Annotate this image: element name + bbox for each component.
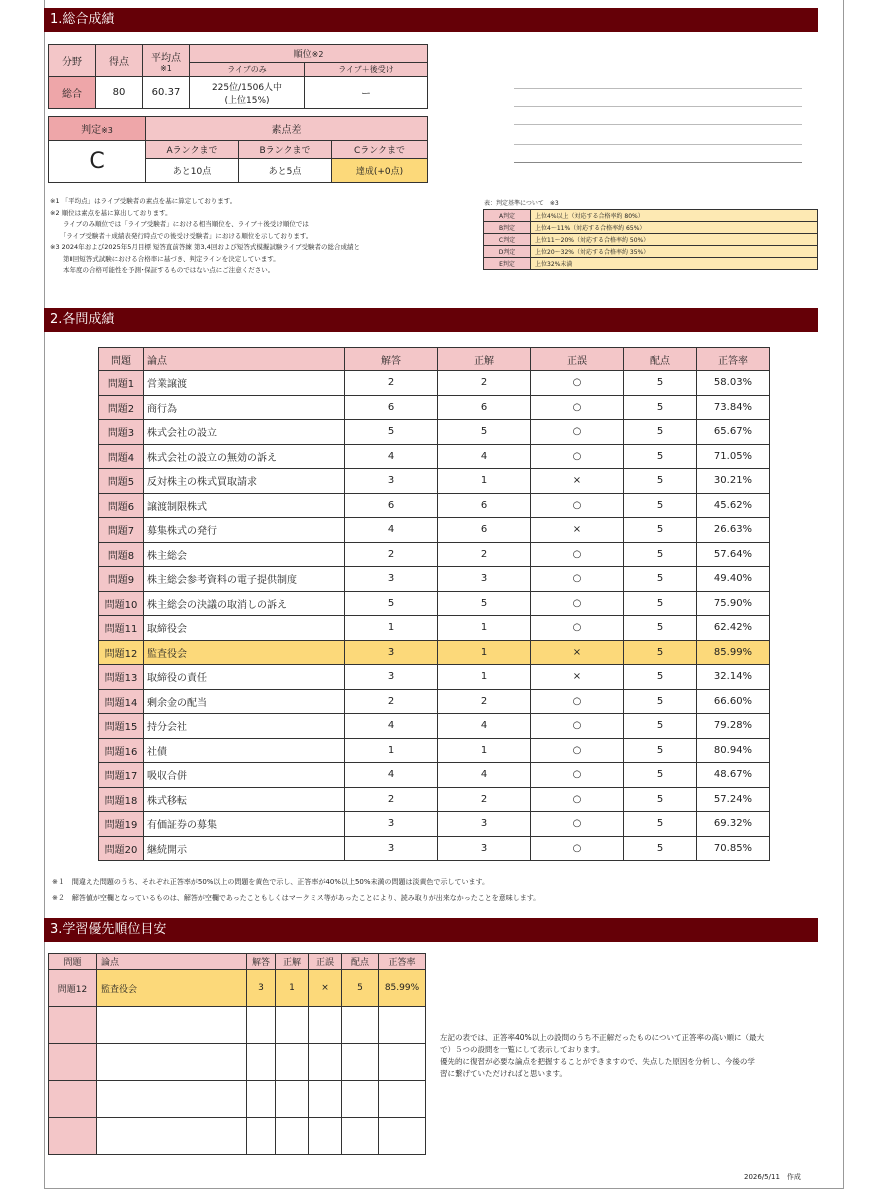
avg-value: 60.37	[143, 77, 190, 109]
empty-cell	[309, 1081, 342, 1118]
criteria-desc: 上位4～11%（対応する合格率約 65%）	[531, 222, 818, 234]
cell-rate: 75.90%	[697, 591, 770, 616]
cell-correct: 6	[438, 395, 531, 420]
cell-answer: 1	[345, 616, 438, 641]
cell-points: 5	[624, 591, 697, 616]
table-row	[99, 787, 770, 812]
empty-cell	[379, 1081, 426, 1118]
cell-q: 問題9	[99, 567, 144, 592]
empty-cell	[49, 1118, 97, 1155]
footer-date: 2026/5/11 作成	[744, 1173, 801, 1181]
cell-points: 5	[624, 665, 697, 690]
cell-topic: 監査役会	[144, 640, 345, 665]
cell-result: ○	[531, 738, 624, 763]
cell-result: ○	[531, 567, 624, 592]
cell-correct: 5	[438, 591, 531, 616]
note-line: ※１ 間違えた問題のうち、それぞれ正答率が50%以上の問題を黄色で示し、正答率が40%以上50%未満の問題は淡黄色で示しています。	[52, 878, 489, 886]
empty-cell	[379, 1044, 426, 1081]
cell-result: ○	[531, 836, 624, 861]
question-table	[98, 347, 770, 861]
h-rank-label: 順位	[293, 50, 312, 60]
table-row	[99, 444, 770, 469]
h-live: ライブのみ	[190, 63, 305, 77]
h-correct: 正解	[276, 954, 309, 970]
empty-cell	[97, 1081, 247, 1118]
cell-rate: 45.62%	[697, 493, 770, 518]
h-avg	[143, 45, 190, 77]
h-field: 分野	[49, 45, 96, 77]
cell-points: 5	[624, 567, 697, 592]
cell-q: 問題20	[99, 836, 144, 861]
h-answer: 解答	[345, 348, 438, 371]
h-q: 問題	[49, 954, 97, 970]
cell-answer: 4	[345, 518, 438, 543]
cell-points: 5	[624, 493, 697, 518]
cell-rate: 48.67%	[697, 763, 770, 788]
cell-rate: 49.40%	[697, 567, 770, 592]
empty-cell	[276, 1007, 309, 1044]
empty-cell	[97, 1118, 247, 1155]
empty-cell	[342, 1081, 379, 1118]
cell-correct: 4	[438, 714, 531, 739]
cell-rate: 57.24%	[697, 787, 770, 812]
cell-result: ○	[531, 689, 624, 714]
row-points: 5	[342, 970, 379, 1007]
cell-result: ○	[531, 714, 624, 739]
criteria-grade: E判定	[484, 258, 531, 270]
cell-result: ○	[531, 420, 624, 445]
section1-notes	[50, 196, 470, 277]
empty-cell	[276, 1118, 309, 1155]
score-value: 80	[96, 77, 143, 109]
row-correct: 1	[276, 970, 309, 1007]
cell-result: ○	[531, 371, 624, 396]
cell-points: 5	[624, 640, 697, 665]
table-row	[99, 714, 770, 739]
cell-answer: 3	[345, 812, 438, 837]
blank-line	[514, 124, 802, 125]
row-answer: 3	[247, 970, 276, 1007]
cell-topic: 取締役会	[144, 616, 345, 641]
cell-q: 問題7	[99, 518, 144, 543]
h-topic: 論点	[97, 954, 247, 970]
empty-cell	[97, 1007, 247, 1044]
blank-line	[514, 88, 802, 89]
cell-topic: 剰余金の配当	[144, 689, 345, 714]
cell-answer: 2	[345, 371, 438, 396]
cell-correct: 1	[438, 738, 531, 763]
cell-result: ×	[531, 518, 624, 543]
criteria-table	[483, 209, 818, 270]
h-b-rank: Bランクまで	[239, 141, 332, 159]
table-row	[99, 371, 770, 396]
cell-result: ○	[531, 444, 624, 469]
cell-correct: 2	[438, 689, 531, 714]
criteria-grade: A判定	[484, 210, 531, 222]
cell-q: 問題6	[99, 493, 144, 518]
h-rank	[190, 45, 428, 63]
note-line: 第Ⅱ回短答式試験における合格率に基づき、判定ラインを決定しています。	[50, 254, 280, 263]
cell-answer: 3	[345, 567, 438, 592]
cell-points: 5	[624, 836, 697, 861]
cell-points: 5	[624, 542, 697, 567]
cell-answer: 6	[345, 493, 438, 518]
cell-correct: 2	[438, 371, 531, 396]
empty-cell	[342, 1044, 379, 1081]
cell-topic: 社債	[144, 738, 345, 763]
h-q: 問題	[99, 348, 144, 371]
h-c-rank: Cランクまで	[332, 141, 428, 159]
cell-result: ○	[531, 591, 624, 616]
cell-rate: 79.28%	[697, 714, 770, 739]
note-line: ※1 「平均点」はライブ受験者の素点を基に算定しております。	[50, 197, 237, 205]
table-row	[99, 469, 770, 494]
cell-answer: 4	[345, 714, 438, 739]
cell-topic: 株主総会	[144, 542, 345, 567]
judge-table	[48, 116, 428, 183]
criteria-grade: C判定	[484, 234, 531, 246]
row-label: 総合	[49, 77, 96, 109]
cell-points: 5	[624, 787, 697, 812]
row-rate: 85.99%	[379, 970, 426, 1007]
a-rank-value: あと10点	[146, 159, 239, 183]
empty-cell	[276, 1044, 309, 1081]
cell-answer: 4	[345, 444, 438, 469]
cell-rate: 57.64%	[697, 542, 770, 567]
empty-cell	[247, 1118, 276, 1155]
cell-points: 5	[624, 689, 697, 714]
criteria-desc: 上位11～20%（対応する合格率約 50%）	[531, 234, 818, 246]
cell-q: 問題15	[99, 714, 144, 739]
h-score: 得点	[96, 45, 143, 77]
c-rank-value: 達成(+0点)	[332, 159, 428, 183]
cell-correct: 1	[438, 469, 531, 494]
cell-result: ○	[531, 616, 624, 641]
cell-rate: 69.32%	[697, 812, 770, 837]
cell-points: 5	[624, 763, 697, 788]
cell-topic: 譲渡制限株式	[144, 493, 345, 518]
cell-q: 問題5	[99, 469, 144, 494]
cell-answer: 6	[345, 395, 438, 420]
rank-live-line2: (上位15%)	[224, 95, 270, 106]
rank-live-line1: 225位/1506人中	[211, 82, 283, 93]
cell-answer: 2	[345, 689, 438, 714]
cell-topic: 株主総会参考資料の電子提供制度	[144, 567, 345, 592]
desc-line: 習に繋げていただければと思います。	[440, 1069, 567, 1078]
empty-cell	[247, 1081, 276, 1118]
rank-live-value	[190, 77, 305, 109]
table-row	[99, 542, 770, 567]
cell-topic: 株式移転	[144, 787, 345, 812]
cell-topic: 反対株主の株式買取請求	[144, 469, 345, 494]
cell-result: ○	[531, 763, 624, 788]
cell-q: 問題17	[99, 763, 144, 788]
cell-q: 問題13	[99, 665, 144, 690]
h-live-plus: ライブ＋後受け	[305, 63, 428, 77]
h-avg-note: ※1	[160, 63, 172, 73]
row-result: ×	[309, 970, 342, 1007]
table-row	[99, 493, 770, 518]
cell-answer: 4	[345, 763, 438, 788]
cell-points: 5	[624, 812, 697, 837]
cell-correct: 4	[438, 763, 531, 788]
empty-cell	[49, 1044, 97, 1081]
cell-result: ×	[531, 640, 624, 665]
cell-topic: 取締役の責任	[144, 665, 345, 690]
cell-answer: 2	[345, 542, 438, 567]
cell-result: ×	[531, 665, 624, 690]
cell-result: ○	[531, 812, 624, 837]
table-row	[99, 836, 770, 861]
cell-correct: 4	[438, 444, 531, 469]
cell-rate: 73.84%	[697, 395, 770, 420]
cell-correct: 1	[438, 640, 531, 665]
table-row	[99, 689, 770, 714]
cell-topic: 持分会社	[144, 714, 345, 739]
cell-points: 5	[624, 444, 697, 469]
cell-topic: 株式会社の設立の無効の訴え	[144, 444, 345, 469]
cell-topic: 営業譲渡	[144, 371, 345, 396]
cell-rate: 85.99%	[697, 640, 770, 665]
cell-points: 5	[624, 469, 697, 494]
b-rank-value: あと5点	[239, 159, 332, 183]
h-result: 正誤	[309, 954, 342, 970]
cell-correct: 2	[438, 787, 531, 812]
cell-rate: 62.42%	[697, 616, 770, 641]
h-points: 配点	[624, 348, 697, 371]
cell-rate: 71.05%	[697, 444, 770, 469]
table-row	[99, 640, 770, 665]
empty-cell	[49, 1007, 97, 1044]
cell-rate: 66.60%	[697, 689, 770, 714]
cell-points: 5	[624, 738, 697, 763]
cell-topic: 継続開示	[144, 836, 345, 861]
cell-answer: 3	[345, 836, 438, 861]
note-line: ※3 2024年および2025年5月目標 短答直前答練 第3,4回および短答式模擬試験ライブ受験者の総合成績と	[50, 243, 360, 251]
cell-q: 問題14	[99, 689, 144, 714]
cell-q: 問題8	[99, 542, 144, 567]
section1-header: 1.総合成績	[44, 8, 818, 32]
table-row	[99, 395, 770, 420]
cell-q: 問題11	[99, 616, 144, 641]
cell-correct: 2	[438, 542, 531, 567]
table-row	[99, 518, 770, 543]
cell-q: 問題1	[99, 371, 144, 396]
criteria-desc: 上位4%以上（対応する合格率約 80%）	[531, 210, 818, 222]
empty-cell	[379, 1007, 426, 1044]
blank-line	[514, 162, 802, 163]
cell-answer: 3	[345, 665, 438, 690]
empty-cell	[309, 1044, 342, 1081]
empty-cell	[247, 1007, 276, 1044]
cell-rate: 58.03%	[697, 371, 770, 396]
h-judge-label: 判定	[81, 125, 102, 136]
h-result: 正誤	[531, 348, 624, 371]
criteria-grade: D判定	[484, 246, 531, 258]
note-line: ※２ 解答値が空欄となっているものは、解答が空欄であったこともしくはマークミス等があったことにより、読み取りが出来なかったことを意味します。	[52, 894, 541, 902]
cell-points: 5	[624, 714, 697, 739]
empty-cell	[49, 1081, 97, 1118]
cell-q: 問題3	[99, 420, 144, 445]
note-line: 「ライブ受験者＋成績表発行時点での後受け受験者」における順位を示しております。	[50, 231, 313, 240]
cell-result: ○	[531, 787, 624, 812]
cell-q: 問題4	[99, 444, 144, 469]
empty-cell	[342, 1007, 379, 1044]
h-rate: 正答率	[379, 954, 426, 970]
empty-cell	[309, 1007, 342, 1044]
cell-topic: 吸収合併	[144, 763, 345, 788]
cell-rate: 32.14%	[697, 665, 770, 690]
cell-q: 問題18	[99, 787, 144, 812]
cell-rate: 70.85%	[697, 836, 770, 861]
cell-topic: 有価証券の募集	[144, 812, 345, 837]
cell-result: ○	[531, 542, 624, 567]
table-row	[99, 738, 770, 763]
section3-header: 3.学習優先順位目安	[44, 918, 818, 942]
cell-answer: 2	[345, 787, 438, 812]
note-line: ※2 順位は素点を基に算出しております。	[50, 208, 172, 217]
empty-cell	[276, 1081, 309, 1118]
cell-rate: 26.63%	[697, 518, 770, 543]
empty-cell	[342, 1118, 379, 1155]
cell-correct: 1	[438, 616, 531, 641]
criteria-desc: 上位32%未満	[531, 258, 818, 270]
empty-cell	[97, 1044, 247, 1081]
h-rank-note: ※2	[311, 50, 324, 59]
cell-q: 問題10	[99, 591, 144, 616]
cell-topic: 商行為	[144, 395, 345, 420]
note-line: 本年度の合格可能性を予測･保証するものではない点にご注意ください。	[50, 266, 275, 274]
question-rows	[99, 371, 770, 861]
h-rate: 正答率	[697, 348, 770, 371]
section2-notes	[52, 874, 540, 906]
cell-answer: 3	[345, 469, 438, 494]
h-diff: 素点差	[146, 117, 428, 141]
cell-result: ×	[531, 469, 624, 494]
cell-q: 問題19	[99, 812, 144, 837]
cell-points: 5	[624, 420, 697, 445]
table-row	[99, 420, 770, 445]
cell-correct: 3	[438, 812, 531, 837]
h-judge	[49, 117, 146, 141]
cell-points: 5	[624, 616, 697, 641]
cell-result: ○	[531, 493, 624, 518]
cell-answer: 1	[345, 738, 438, 763]
rank-plus-value: ー	[305, 77, 428, 109]
empty-cell	[247, 1044, 276, 1081]
blank-line	[514, 106, 802, 107]
section2-header: 2.各問成績	[44, 308, 818, 332]
cell-points: 5	[624, 371, 697, 396]
table-row	[99, 567, 770, 592]
score-table	[48, 44, 428, 109]
table-row	[99, 763, 770, 788]
empty-cell	[379, 1118, 426, 1155]
h-topic: 論点	[144, 348, 345, 371]
cell-correct: 3	[438, 567, 531, 592]
cell-topic: 株式会社の設立	[144, 420, 345, 445]
cell-answer: 5	[345, 591, 438, 616]
cell-correct: 1	[438, 665, 531, 690]
h-avg-label: 平均点	[151, 52, 181, 64]
cell-topic: 株主総会の決議の取消しの訴え	[144, 591, 345, 616]
cell-correct: 5	[438, 420, 531, 445]
note-line: ライブのみ順位では「ライブ受験者」における相当順位を、ライブ＋後受け順位では	[50, 220, 309, 228]
table-row	[99, 591, 770, 616]
h-points: 配点	[342, 954, 379, 970]
cell-correct: 6	[438, 493, 531, 518]
desc-line: 左記の表では、正答率40%以上の設問のうち不正解だったものについて正答率の高い順に（最大	[440, 1033, 765, 1042]
cell-answer: 3	[345, 640, 438, 665]
cell-answer: 5	[345, 420, 438, 445]
cell-rate: 65.67%	[697, 420, 770, 445]
desc-line: 優先的に復習が必要な論点を把握することができますので、失点した原因を分析し、今後の学	[440, 1057, 755, 1066]
blank-line	[514, 144, 802, 145]
h-a-rank: Aランクまで	[146, 141, 239, 159]
h-correct: 正解	[438, 348, 531, 371]
desc-line: で）５つの設問を一覧にして表示しております。	[440, 1045, 605, 1054]
cell-rate: 30.21%	[697, 469, 770, 494]
cell-topic: 募集株式の発行	[144, 518, 345, 543]
criteria-grade: B判定	[484, 222, 531, 234]
row-q: 問題12	[49, 970, 97, 1007]
cell-result: ○	[531, 395, 624, 420]
table-row	[99, 665, 770, 690]
cell-correct: 6	[438, 518, 531, 543]
cell-q: 問題2	[99, 395, 144, 420]
table-row	[99, 616, 770, 641]
h-judge-note: ※3	[101, 126, 113, 135]
cell-q: 問題16	[99, 738, 144, 763]
cell-rate: 80.94%	[697, 738, 770, 763]
row-topic: 監査役会	[97, 970, 247, 1007]
h-answer: 解答	[247, 954, 276, 970]
cell-q: 問題12	[99, 640, 144, 665]
grade-value: C	[49, 141, 146, 183]
table-row	[99, 812, 770, 837]
criteria-caption: 表：判定基準について ※3	[484, 200, 559, 207]
cell-points: 5	[624, 518, 697, 543]
priority-table	[48, 953, 426, 1155]
cell-points: 5	[624, 395, 697, 420]
section3-description	[440, 1032, 810, 1080]
cell-correct: 3	[438, 836, 531, 861]
empty-cell	[309, 1118, 342, 1155]
criteria-desc: 上位20～32%（対応する合格率約 35%）	[531, 246, 818, 258]
